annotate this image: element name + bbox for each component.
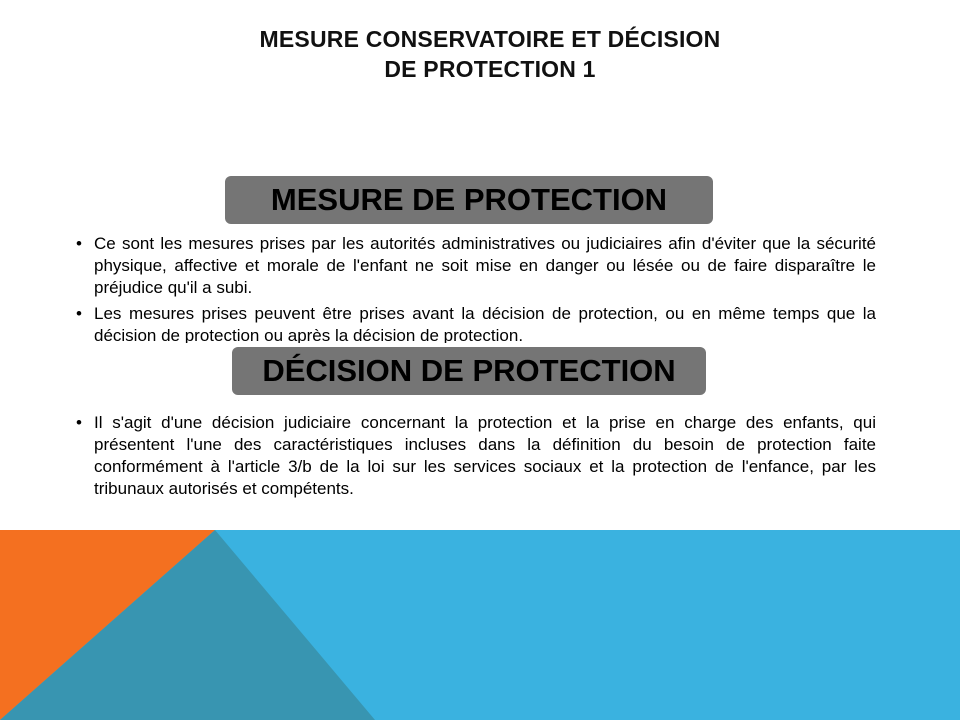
bullet-dot-icon: •: [76, 234, 82, 253]
slide-title: [0, 24, 960, 84]
section-header-decision: DÉCISION DE PROTECTION: [232, 347, 706, 395]
bullet-text: Il s'agit d'une décision judiciaire concernant la protection et la prise en charge des enfants, qui présentent l'une des caractéristiques incluses dans la définition du besoin de protection faite conformément à l'article 3/b de la loi sur les services sociaux et la protection de l'enfance, par les tribunaux autorisés et compétents.: [94, 413, 876, 498]
bullet-list-mesure: [76, 233, 876, 343]
bullet-dot-icon: •: [76, 413, 82, 432]
bullet-dot-icon: •: [76, 304, 82, 323]
bullet-text: Les mesures prises peuvent être prises avant la décision de protection, ou en même temps que la décision de protection ou après la décision de protection.: [94, 304, 876, 343]
section-header-mesure: MESURE DE PROTECTION: [225, 176, 713, 224]
bullet-text: Ce sont les mesures prises par les autorités administratives ou judiciaires afin d'éviter que la sécurité physique, affective et morale de l'enfant ne soit mise en danger ou lésée ou de faire disparaître le préjudice qu'il a subi.: [94, 234, 876, 297]
bullet-item: [76, 412, 876, 500]
bullet-item: [76, 303, 876, 343]
slide-title-line-2: DE PROTECTION 1: [384, 56, 596, 82]
bullet-item: [76, 233, 876, 299]
bullet-list-decision: [76, 412, 876, 504]
footer-shapes: [0, 530, 960, 720]
slide-title-line-1: MESURE CONSERVATOIRE ET DÉCISION: [259, 26, 721, 52]
decorative-footer-band: [0, 530, 960, 720]
